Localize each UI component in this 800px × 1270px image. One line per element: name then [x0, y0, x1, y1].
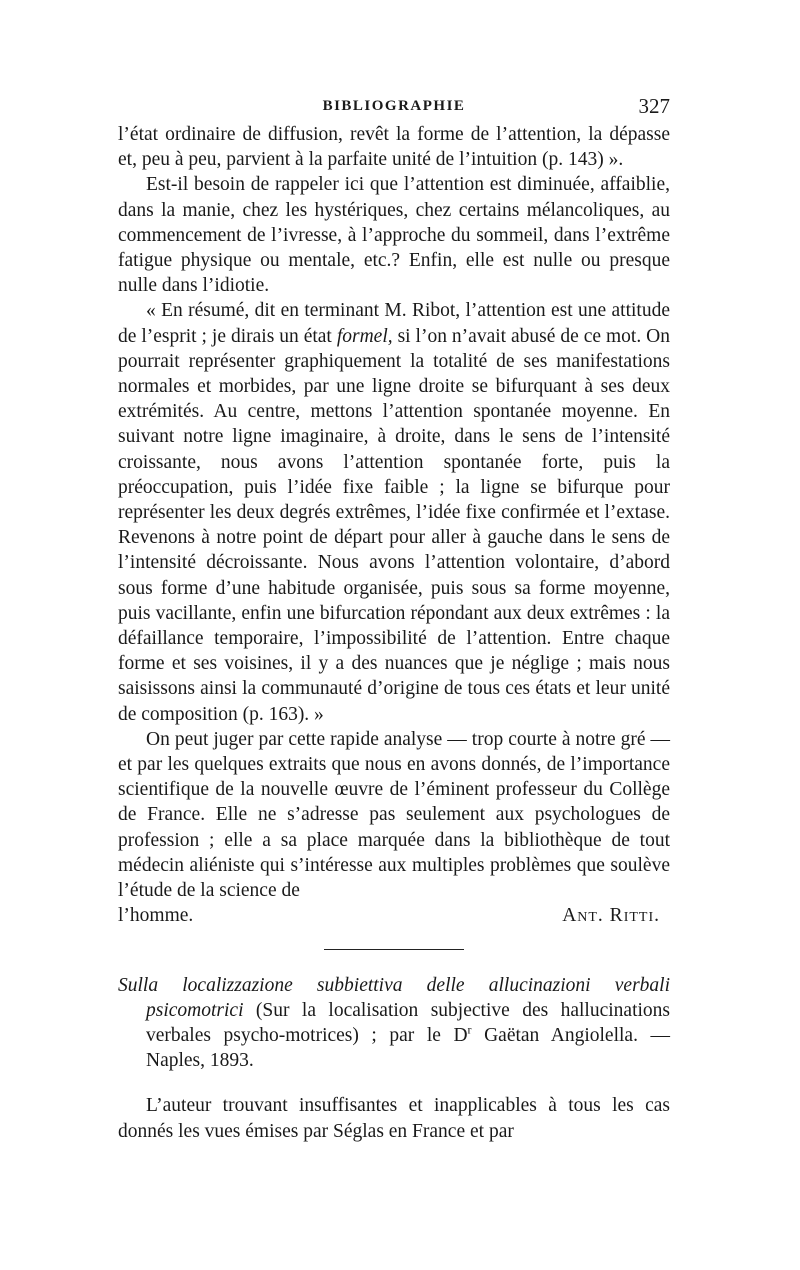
- quote-part-1: « En résumé, dit en terminant M. Ribot, l’attention est une attitude de l’esprit ; je dirais un état: [118, 300, 670, 347]
- doctor-superscript: r: [467, 1022, 472, 1037]
- quote-part-2: si l’on n’avait abusé de ce mot. On pourrait représenter graphiquement la totalité de ses manifestations normales et morbides, par une ligne droite se bifurquant à ses deux extrémités. Au centre, mettons l’attention spontanée moyenne. En suivant notre ligne imaginaire, à droite, dans le sens de l’intensité croissante, nous avons l’attention spontanée forte, puis la préoccupation, puis l’idée fixe faible ; la ligne se bifurque pour représenter les deux degrés extrêmes, l’idée fixe confirmée et l’extase. Revenons à notre point de départ pour aller à gauche dans le sens de l’intensité décroissante. Nous avons l’attention volontaire, d’abord sous forme d’une habitude organisée, puis sous sa forme moyenne, puis vacillante, enfin une bifurcation répondant aux deux extrêmes : la défaillance temporaire, l’impossibilité de l’attention. Entre chaque forme et ses voisines, il y a des nuances que je néglige ; mais nous saisissons ainsi la communauté d’origine de tous ces états et leur unité de composition (p. 163). »: [118, 325, 671, 725]
- paragraph-review-start: L’auteur trouvant insuffisantes et inapplicables à tous les cas donnés les vues émises par Séglas en France et par: [118, 1095, 670, 1142]
- body-text: [118, 122, 670, 1144]
- signature-line: [118, 903, 670, 928]
- paragraph-attention-diminished: Est-il besoin de rappeler ici que l’attention est diminuée, affaiblie, dans la manie, chez les hystériques, chez certains mélancoliques, au commencement de l’ivresse, à l’approche du sommeil, dans l’extrême fatigue physique ou mentale, etc.? Enfin, elle est nulle ou presque nulle dans l’idiotie.: [118, 174, 670, 297]
- paragraph-continuation: l’état ordinaire de diffusion, revêt la forme de l’attention, la dépasse et, peu à peu, parvient à la parfaite unité de l’intuition (p. 143) ».: [118, 124, 670, 171]
- running-head: BIBLIOGRAPHIE: [322, 98, 466, 114]
- bibliography-entry: [118, 973, 670, 1074]
- page-number: 327: [638, 94, 670, 118]
- bibliography-description: (Sur la localisation subjective des hallucinations verbales psycho-motrices) ; par le D: [146, 999, 670, 1046]
- bibliography-title: Sulla localizzazione subbiettiva delle allucinazioni verbali psicomotrici: [118, 974, 670, 1021]
- paragraph-ribot-summary: [118, 298, 670, 726]
- section-divider: [324, 949, 464, 950]
- conclusion-last-word: l’homme.: [118, 905, 194, 927]
- author-signature: Ant. Ritti.: [562, 905, 660, 927]
- bibliography-author-place: Gaëtan Angiolella. — Naples, 1893.: [146, 1024, 670, 1072]
- page-header: [118, 94, 670, 124]
- paragraph-conclusion: On peut juger par cette rapide analyse — trop courte à notre gré — et par les quelques extraits que nous en avons donnés, de l’importance scientifique de la nouvelle œuvre de l’éminent professeur du Collège de France. Elle ne s’adresse pas seulement aux psychologues de profession ; elle a sa place marquée dans la bibliothèque de tout médecin aliéniste qui s’intéresse aux multiples problèmes que soulève l’étude de la science de: [118, 728, 670, 902]
- emphasis-formel: formel,: [336, 325, 393, 347]
- spacer: [118, 1073, 670, 1093]
